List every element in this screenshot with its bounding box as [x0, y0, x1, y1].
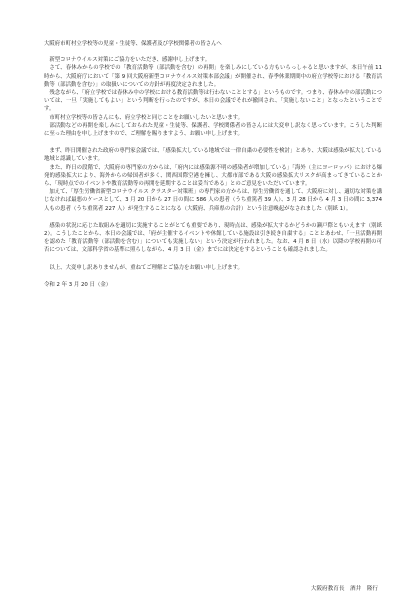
paragraph-expert-meeting: まず、昨日開催された政府の専門家会議では、「感染拡大している地域では一律自粛の必要性を検討」とあり、大阪は感染が拡大している地域と認識しています。: [44, 148, 382, 163]
paragraph-municipal-request: 市町村立学校等の皆さんにも、府立学校と同じことをお願いしたいと思います。: [49, 114, 244, 121]
paragraph-osaka-experts: また、昨日の段階で、大阪府の専門家の方からは、「府内には感染源不明の感染者が増加している」「海外（主にヨーロッパ）における爆発的感染拡大により、海外からの帰国者が多く、関西国際空港を擁し、大都市部である大阪の感染拡大リスクが高まってきていることから、「現時点でのイベントや教育活動等の再開を延期することは妥当である」とのご意見をいただいています。: [44, 164, 382, 188]
paragraph-closing: 以上、大変申し訳ありませんが、重ねてご理解とご協力をお願い申し上げます。: [49, 264, 243, 271]
paragraph-cluster-team: 加えて、「厚生労働省新型コロナウイルス クラスター対策班」の専門家の方からは、厚生労働省を通して、大阪府に対し、適切な対策を講じなければ最悪のケースとして、3 月 20 日から 27 日の間に 586 人の患者（うち重篤者 39 人）、3 月 28 日から 4 月 3 日の間に 3,374 人もの患者（うち重篤者 227 人）が発生することになる（大阪府、兵庫県の合計）という注意喚起がなされました（別紙 1）。: [44, 189, 382, 212]
document-body: [44, 40, 382, 289]
paragraph-apology: 部活動などの再開を楽しみにしておられた児童・生徒等、保護者、学校関係者の皆さんには大変申し訳なく思っています。こうした判断に至った理由を申し上げますので、ご理解を賜りますよう、お願い申し上げます。: [44, 122, 382, 138]
paragraph-conclusion: 感染の状況に応じた取組みを適切に実施することがとても重要であり、現時点は、感染が拡大するかどうかの瀬戸際ともいえます（別紙 2）。こうしたことから、本日の会議では、「府が主催するイベントや休館している施設は引き続き自粛する」こととあわせ、「一旦活動再開を認めた「教育活動等（部活動を含む）」についても実施しない」という決定が行われました。なお、4 月 8 日（水）以降の学校再開の可否については、文部科学省の基準に照らしながら、4 月 3 日（金）までには決定をするということも確認されました。: [44, 222, 382, 254]
document-date: 令和 2 年 3 月 20 日（金）: [44, 281, 112, 288]
paragraph-spacer: [44, 138, 382, 147]
signature-line: 大阪府教育長 酒井 隆行: [310, 586, 378, 592]
paragraph-spacer: [44, 213, 382, 222]
paragraph-announcement: さて、春休みからの学校での「教育活動等（部活動を含む）の再開」を楽しみにしている方もいらっしゃると思いますが、本日午前 11 時から、大阪府庁において「第 9 回大阪府新型コロナウイルス対策本部会議」が開催され、春季休業期間中の府立学校等における「教育活動等（部活動を含む）」の取扱いについての方針が再度決定されました。: [44, 65, 382, 88]
paragraph-decision: 残念ながら、「府立学校では春休み中の学校における教育活動等は行わないこととする」というものです。つまり、春休み中の部活動については、一旦「実施してもよい」という判断を行ったのですが、本日の会議でそれが撤回され、「実施しないこと」となったということです。: [44, 90, 382, 113]
paragraph-spacer: [44, 272, 382, 281]
addressee-line: 大阪府市町村立学校等の児童・生徒等、保護者及び学校関係者の皆さんへ: [44, 41, 222, 47]
paragraph-greeting: 新型コロナウイルス対策にご協力をいただき、感謝申し上げます。: [49, 57, 211, 64]
paragraph-spacer: [44, 255, 382, 264]
